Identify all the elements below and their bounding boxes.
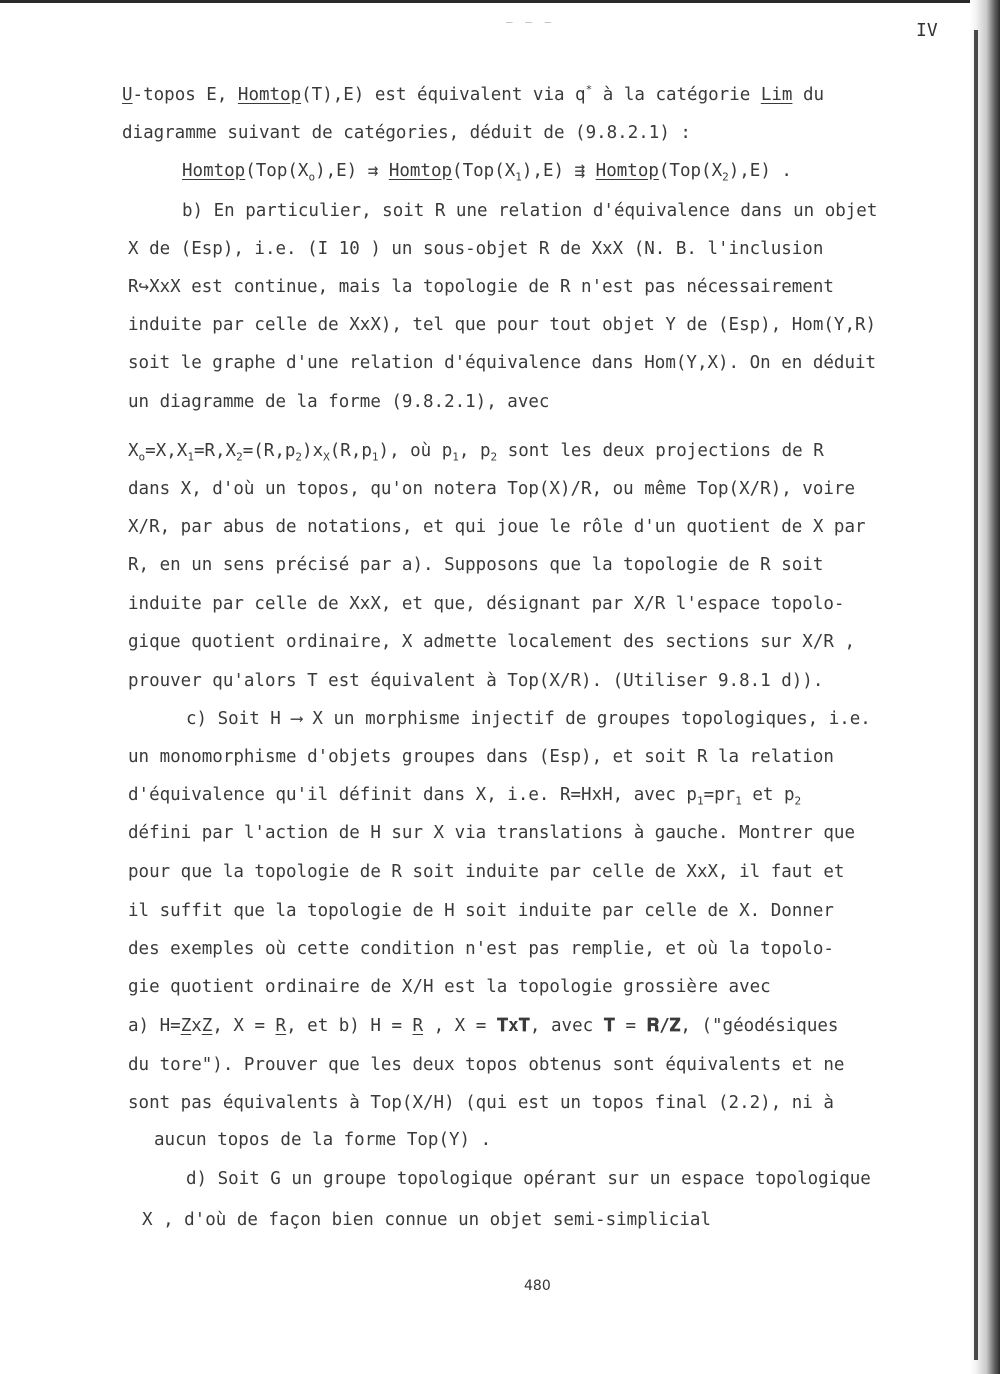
top-mark: _ _ _	[506, 10, 555, 23]
text-line: d) Soit G un groupe topologique opérant sur un espace topologique	[186, 1169, 871, 1189]
text-line: aucun topos de la forme Top(Y) .	[154, 1130, 492, 1150]
text-line: gique quotient ordinaire, X admette localement des sections sur X/R ,	[128, 632, 855, 652]
text-line: X , d'où de façon bien connue un objet semi-simplicial	[142, 1210, 711, 1230]
text-line: X de (Esp), i.e. (I 10 ) un sous-objet R de XxX (N. B. l'inclusion	[128, 239, 824, 259]
text-line: induite par celle de XxX, et que, désignant par X/R l'espace topolo-	[128, 594, 845, 614]
text-line: prouver qu'alors T est équivalent à Top(X/R). (Utiliser 9.8.1 d)).	[128, 671, 824, 691]
scan-edge-line	[974, 30, 978, 1360]
text-line: défini par l'action de H sur X via translations à gauche. Montrer que	[128, 823, 855, 843]
text-line: b) En particulier, soit R une relation d'équivalence dans un objet	[182, 201, 878, 221]
page-number: 480	[524, 1278, 551, 1294]
text-line: U-topos E, Homtop(T),E) est équivalent via q* à la catégorie Lim du	[122, 83, 825, 105]
text-line: du tore"). Prouver que les deux topos obtenus sont équivalents et ne	[128, 1055, 845, 1075]
text-line: dans X, d'où un topos, qu'on notera Top(X)/R, ou même Top(X/R), voire	[128, 479, 855, 499]
text-line: d'équivalence qu'il définit dans X, i.e. R=HxH, avec $p_1=pr_1$ et $p_2$	[128, 785, 802, 808]
text-line: $X_o=X,X_1=R,X_2=(R,p_2)x_X(R,p_1)$, où $p_1$, $p_2$ sont les deux projections de R	[128, 441, 824, 464]
text-line: sont pas équivalents à Top(X/H) (qui est un topos final (2.2), ni à	[128, 1093, 834, 1113]
text-line: R, en un sens précisé par a). Supposons que la topologie de R soit	[128, 555, 824, 575]
diagram-line: $Homtop(Top(X_o),E)$ ⇉ $Homtop(Top(X_1),E)$ ⇶ $Homtop(Top(X_2),E)$ .	[182, 161, 792, 184]
top-rule	[0, 0, 1000, 3]
text-line: des exemples où cette condition n'est pas remplie, et où la topolo-	[128, 939, 834, 959]
text-line: gie quotient ordinaire de X/H est la topologie grossière avec	[128, 977, 771, 997]
text-line: X/R, par abus de notations, et qui joue le rôle d'un quotient de X par	[128, 517, 866, 537]
text-line: induite par celle de XxX), tel que pour tout objet Y de (Esp), Hom(Y,R)	[128, 315, 877, 335]
text-line: soit le graphe d'une relation d'équivalence dans Hom(Y,X). On en déduit	[128, 353, 877, 373]
text-line: diagramme suivant de catégories, déduit de (9.8.2.1) :	[122, 123, 691, 143]
text-line: un diagramme de la forme (9.8.2.1), avec	[128, 392, 550, 412]
text-line: R↪XxX est continue, mais la topologie de R n'est pas nécessairement	[128, 277, 834, 297]
text-line: un monomorphisme d'objets groupes dans (Esp), et soit R la relation	[128, 747, 834, 767]
text-line: c) Soit H ⟶ X un morphisme injectif de groupes topologiques, i.e.	[186, 709, 871, 729]
text-line: il suffit que la topologie de H soit induite par celle de X. Donner	[128, 901, 834, 921]
chapter-label: IV	[916, 20, 938, 41]
text-line: a) H=ZxZ, X = R, et b) H = R , X = 𝐓x𝐓, avec 𝐓 = 𝐑/𝐙, ("géodésiques	[128, 1016, 839, 1036]
text-line: pour que la topologie de R soit induite par celle de XxX, il faut et	[128, 862, 845, 882]
